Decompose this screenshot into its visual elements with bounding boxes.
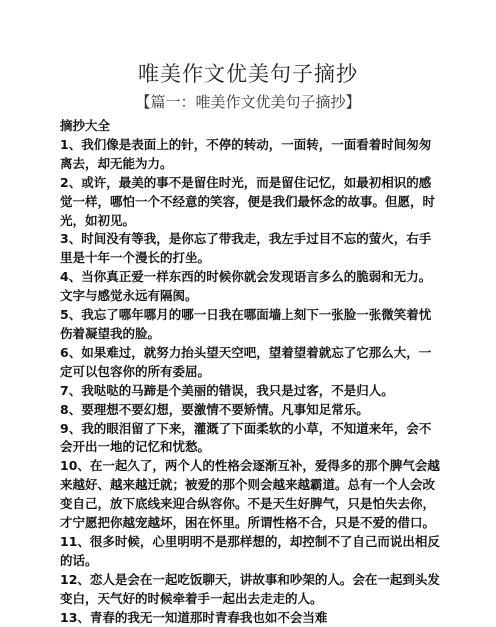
page-title: 唯美作文优美句子摘抄 bbox=[138, 62, 358, 86]
list-item: 6、如果难过，就努力抬头望天空吧，望着望着就忘了它那么大，一定可以包容你的所有委屈。 bbox=[60, 344, 432, 379]
list-item: 1、我们像是表面上的针，不停的转动，一面转，一面看着时间匆匆离去，却无能为力。 bbox=[60, 136, 432, 171]
list-item: 4、当你真正爱一样东西的时候你就会发现语言多么的脆弱和无力。文字与感觉永远有隔阂。 bbox=[60, 269, 432, 304]
list-item: 9、我的眼泪留了下来，灌溉了下面柔软的小草，不知道来年，会不会开出一地的记忆和忧愁。 bbox=[60, 420, 432, 455]
list-item: 12、恋人是会在一起吃饭聊天，讲故事和吵架的人。会在一起到头发变白，天气好的时候牵着手一起出去走走的人。 bbox=[60, 571, 440, 606]
section-heading: 摘抄大全 bbox=[60, 118, 111, 133]
article-body bbox=[60, 117, 440, 627]
list-item: 5、我忘了哪年哪月的哪一日我在哪面墙上刻下一张脸一张微笑着忧伤着凝望我的脸。 bbox=[60, 307, 432, 341]
list-item: 7、我哒哒的马蹄是个美丽的错误，我只是过客，不是归人。 bbox=[60, 382, 394, 398]
list-item: 8、要理想不要幻想，要激情不要矫情。凡事知足常乐。 bbox=[60, 401, 369, 417]
section-subtitle: 【篇一：唯美作文优美句子摘抄】 bbox=[135, 93, 361, 111]
list-item: 10、在一起久了，两个人的性格会逐渐互补，爱得多的那个脾气会越来越好、越来越迁就；被爱的那个则会越来越霸道。总有一个人会改变自己，放下底线来迎合纵容你。不是天生好脾气，只是怕失去你，才宁愿把你越宠越坏，困在怀里。所谓性格不合，只是不爱的借口。 bbox=[60, 458, 440, 531]
list-item: 13、青春的我无一知道那时青春我也如不会当难 bbox=[60, 609, 328, 625]
list-item: 2、或许，最美的事不是留住时光，而是留住记忆，如最初相识的感觉一样，哪怕一个不经意的笑容，便是我们最怀念的故事。但愿，时光，如初见。 bbox=[60, 174, 436, 228]
list-item: 11、很多时候，心里明明不是那样想的，却控制不了自己而说出相反的话。 bbox=[60, 533, 440, 568]
list-item: 3、时间没有等我，是你忘了带我走，我左手过目不忘的萤火，右手里是十年一个漫长的打坐。 bbox=[60, 231, 432, 266]
